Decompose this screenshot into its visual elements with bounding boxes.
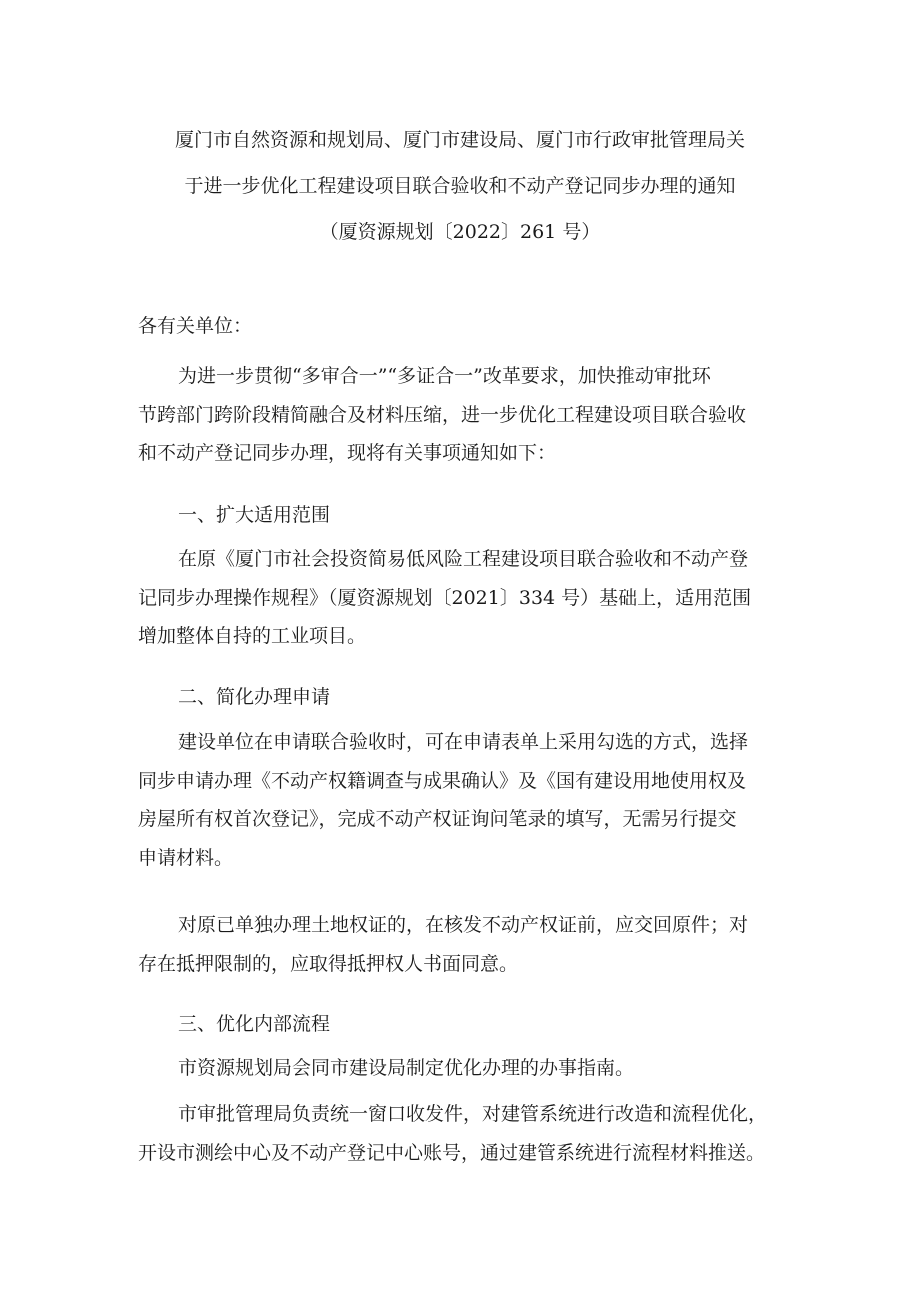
section-3-paragraph-2	[138, 1095, 798, 1172]
paragraph-line: 市审批管理局负责统一窗口收发件，对建管系统进行改造和流程优化，	[178, 1103, 768, 1125]
paragraph-line: 对原已单独办理土地权证的，在核发不动产权证前，应交回原件；对	[178, 914, 749, 936]
paragraph-line: 房屋所有权首次登记》，完成不动产权证询问笔录的填写，无需另行提交	[138, 808, 737, 830]
section-3-heading	[138, 1005, 798, 1044]
intro-line: 和不动产登记同步办理，现将有关事项通知如下：	[138, 442, 557, 464]
paragraph-line: 市资源规划局会同市建设局制定优化办理的办事指南。	[178, 1057, 635, 1079]
paragraph-line: 增加整体自持的工业项目。	[138, 625, 367, 647]
paragraph-line: 申请材料。	[138, 846, 234, 869]
section-1-heading	[138, 496, 798, 535]
paragraph-line: 开设市测绘中心及不动产登记中心账号，通过建管系统进行流程材料推送。	[138, 1141, 766, 1164]
section-heading-text: 二、简化办理申请	[178, 686, 331, 708]
section-2-paragraph-1	[138, 723, 798, 877]
document-title-line-2: 于进一步优化工程建设项目联合验收和不动产登记同步办理的通知	[184, 175, 736, 197]
paragraph-line: 建设单位在申请联合验收时，可在申请表单上采用勾选的方式，选择	[178, 731, 749, 753]
document-number: （厦资源规划〔2022〕261 号）	[319, 221, 601, 243]
intro-line: 为进一步贯彻“多审合一”“多证合一”改革要求，加快推动审批环	[178, 365, 711, 387]
paragraph-line: 存在抵押限制的，应取得抵押权人书面同意。	[138, 952, 519, 975]
paragraph-line: 在原《厦门市社会投资简易低风险工程建设项目联合验收和不动产登	[178, 548, 749, 570]
salutation-text: 各有关单位：	[138, 315, 253, 337]
section-3-paragraph-1	[138, 1049, 798, 1088]
section-heading-text: 三、优化内部流程	[178, 1013, 331, 1035]
section-1-paragraph	[138, 540, 798, 656]
section-heading-text: 一、扩大适用范围	[178, 504, 331, 526]
paragraph-line: 同步申请办理《不动产权籍调查与成果确认》及《国有建设用地使用权及	[138, 769, 747, 792]
intro-line: 节跨部门跨阶段精简融合及材料压缩，进一步优化工程建设项目联合验收	[138, 403, 747, 426]
intro-paragraph	[138, 357, 798, 473]
section-2-heading	[138, 678, 798, 717]
section-2-paragraph-2	[138, 906, 798, 983]
document-title-line-1: 厦门市自然资源和规划局、厦门市建设局、厦门市行政审批管理局关	[174, 129, 745, 151]
salutation	[138, 307, 798, 346]
paragraph-line: 记同步办理操作规程》（厦资源规划〔2021〕334 号）基础上，适用范围	[138, 586, 752, 609]
